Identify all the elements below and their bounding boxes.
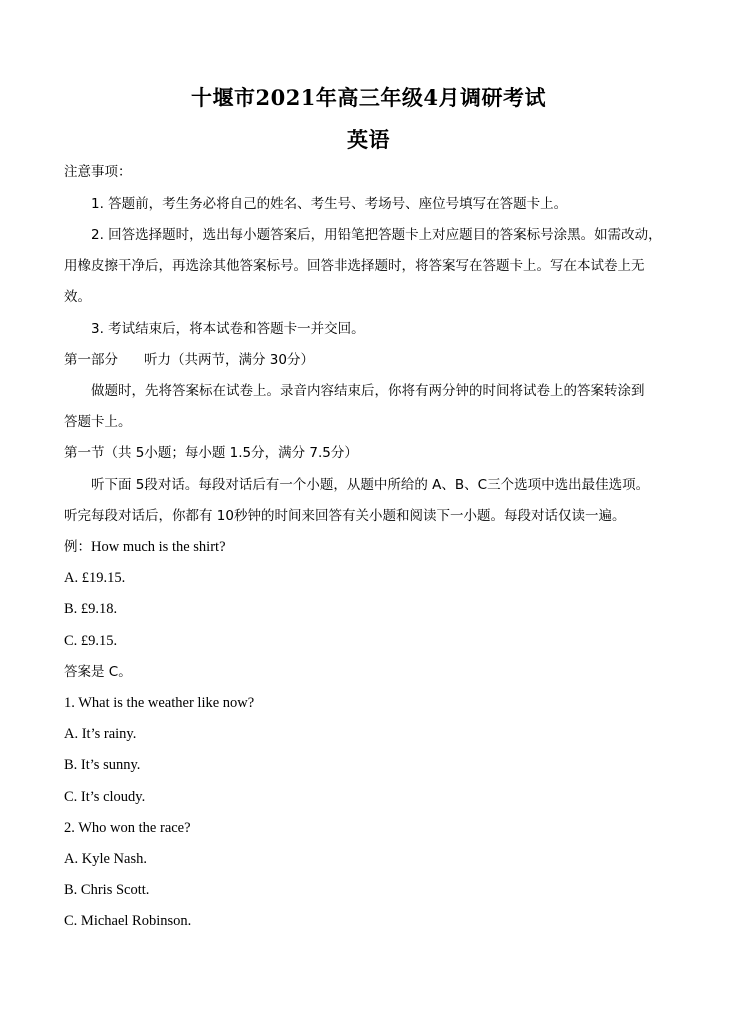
notice-heading: 注意事项： [64, 164, 132, 180]
notice-item-2-line-3: 效。 [64, 289, 91, 305]
question-1: 1. What is the weather like now? [64, 695, 255, 711]
example-question-text: How much is the shirt? [91, 539, 226, 555]
notice-item-3: 3. 考试结束后，将本试卷和答题卡一并交回。 [91, 321, 365, 337]
example-question [64, 538, 684, 556]
exam-title: 十堰市2021年高三年级4月调研考试 [190, 85, 547, 110]
part1-title: 听力（共两节，满分 30分） [144, 352, 314, 368]
notice-item-1: 1. 答题前，考生务必将自己的姓名、考生号、考场号、座位号填写在答题卡上。 [91, 196, 568, 212]
example-option-c: C. £9.15. [64, 633, 118, 649]
section1-title: 第一节（共 5小题；每小题 1.5分，满分 7.5分） [64, 445, 358, 461]
part1-instruction-line-2: 答题卡上。 [64, 414, 132, 430]
question-2-option-b: B. Chris Scott. [64, 882, 150, 898]
example-option-b: B. £9.18. [64, 601, 118, 617]
notice-item-2-line-1: 2. 回答选择题时，选出每小题答案后，用铅笔把答题卡上对应题目的答案标号涂黑。如需改动， [91, 227, 662, 243]
question-2-option-c: C. Michael Robinson. [64, 913, 192, 929]
example-option-a: A. £19.15. [64, 570, 126, 586]
part1-header [64, 351, 684, 369]
example-prefix: 例： [64, 539, 91, 555]
section1-instruction-line-1: 听下面 5段对话。每段对话后有一个小题，从题中所给的 A、B、C三个选项中选出最佳选项。 [91, 477, 650, 493]
part1-instruction-line-1: 做题时，先将答案标在试卷上。录音内容结束后，你将有两分钟的时间将试卷上的答案转涂到 [91, 383, 645, 399]
question-2-option-a: A. Kyle Nash. [64, 851, 147, 867]
subject-title: 英语 [347, 127, 390, 152]
part1-label: 第一部分 [64, 352, 118, 368]
question-1-option-c: C. It’s cloudy. [64, 789, 146, 805]
section1-instruction-line-2: 听完每段对话后，你都有 10秒钟的时间来回答有关小题和阅读下一小题。每段对话仅读一遍。 [64, 508, 626, 524]
question-1-option-a: A. It’s rainy. [64, 726, 137, 742]
question-1-option-b: B. It’s sunny. [64, 757, 141, 773]
question-2: 2. Who won the race? [64, 820, 191, 836]
notice-item-2-line-2: 用橡皮擦干净后，再选涂其他答案标号。回答非选择题时，将答案写在答题卡上。写在本试卷上无 [64, 258, 645, 274]
example-answer: 答案是 C。 [64, 664, 132, 680]
